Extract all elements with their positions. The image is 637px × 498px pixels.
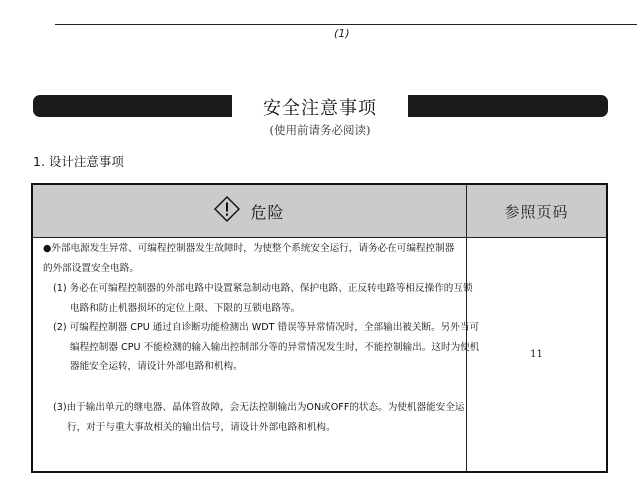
danger-main-paragraph: ●外部电源发生异常、可编程控制器发生故障时，为使整个系统安全运行，请务必在可编程控制器的外部设置安全电路。 [43,243,455,274]
header-danger-cell [33,185,467,237]
banner-subtitle: (使用前请务必阅读) [269,123,371,137]
danger-table [31,183,608,473]
banner-bar-right [408,95,608,117]
danger-item-1: (1) 务必在可编程控制器的外部电路中设置紧急制动电路、保护电路、正反转电路等相反操作的互锁电路和防止机器损坏的定位上限、下限的互锁电路等。 [53,283,473,314]
page-number: (1) [334,27,350,40]
banner-title: 安全注意事项 [263,98,377,119]
header-danger-label: 危险 [250,202,285,222]
warning-diamond-icon [214,196,240,226]
ref-page-cell: 11 [530,349,543,360]
danger-item-2: (2) 可编程控制器 CPU 通过自诊断功能检测出 WDT 错误等异常情况时，全部输出被关断。另外当可编程控制器 CPU 不能检测的输入输出控制部分等的异常情况发生时，不能控制输出。这时为使机器能安全运转，请设计外部电路和机构。 [53,322,480,372]
danger-body-cell [33,238,480,471]
section-heading: 1. 设计注意事项 [33,154,124,169]
table-header-row [33,185,606,238]
header-ref-cell: 参照页码 [504,202,569,221]
danger-item-3: (3)由于输出单元的继电器、晶体管故障，会无法控制输出为ON或OFF的状态。为使机器能安全运行，对于与重大事故相关的输出信号，请设计外部电路和机构。 [53,402,465,433]
banner-bar-left [33,95,232,117]
header-rule [55,24,637,25]
